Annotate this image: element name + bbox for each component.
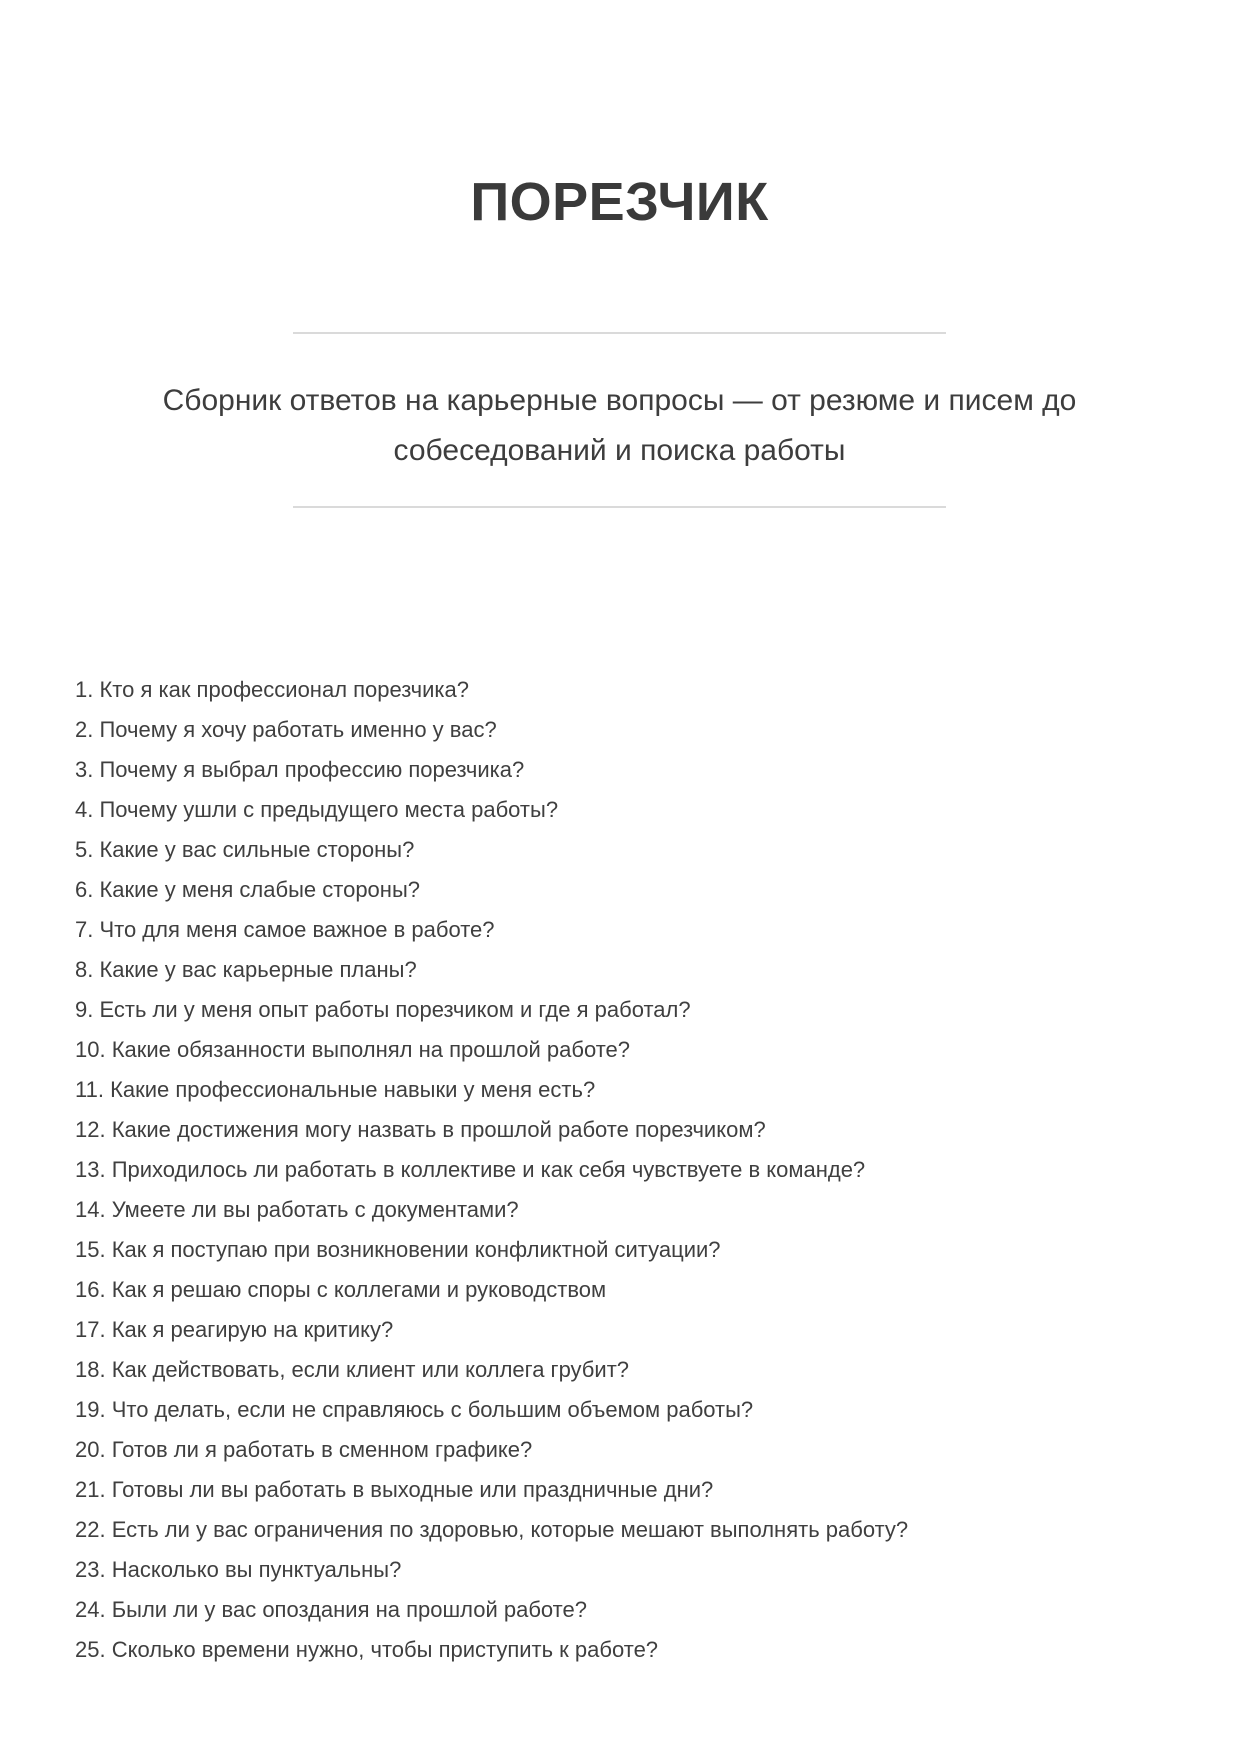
list-item: 9. Есть ли у меня опыт работы порезчиком и где я работал? [75,997,691,1022]
list-item: 4. Почему ушли с предыдущего места работы? [75,797,559,822]
list-item: 22. Есть ли у вас ограничения по здоровью, которые мешают выполнять работу? [75,1517,909,1542]
list-item: 24. Были ли у вас опоздания на прошлой работе? [75,1597,587,1622]
list-item: 23. Насколько вы пунктуальны? [75,1557,402,1582]
list-item: 11. Какие профессиональные навыки у меня есть? [75,1077,596,1102]
list-item: 13. Приходилось ли работать в коллективе и как себя чувствуете в команде? [75,1157,866,1182]
list-item: 15. Как я поступаю при возникновении конфликтной ситуации? [75,1237,721,1262]
list-item: 5. Какие у вас сильные стороны? [75,837,415,862]
list-item: 6. Какие у меня слабые стороны? [75,877,420,902]
list-item: 18. Как действовать, если клиент или коллега грубит? [75,1357,630,1382]
page-title: ПОРЕЗЧИК [470,172,769,232]
question-list [75,670,1164,1670]
list-item: 19. Что делать, если не справляюсь с большим объемом работы? [75,1397,754,1422]
list-item: 12. Какие достижения могу назвать в прошлой работе порезчиком? [75,1117,766,1142]
list-item: 10. Какие обязанности выполнял на прошлой работе? [75,1037,630,1062]
page-subtitle [75,376,1164,476]
list-item: 1. Кто я как профессионал порезчика? [75,677,469,702]
subtitle-line-1: Сборник ответов на карьерные вопросы — от резюме и писем до [162,384,1077,417]
list-item: 8. Какие у вас карьерные планы? [75,957,417,982]
list-item: 2. Почему я хочу работать именно у вас? [75,717,497,742]
list-item: 20. Готов ли я работать в сменном графике? [75,1437,533,1462]
list-item: 21. Готовы ли вы работать в выходные или праздничные дни? [75,1477,714,1502]
list-item: 17. Как я реагирую на критику? [75,1317,394,1342]
list-item: 14. Умеете ли вы работать с документами? [75,1197,519,1222]
list-item: 7. Что для меня самое важное в работе? [75,917,495,942]
subtitle-line-2: собеседований и поиска работы [393,434,846,467]
list-item: 16. Как я решаю споры с коллегами и руководством [75,1277,607,1302]
list-item: 3. Почему я выбрал профессию порезчика? [75,757,525,782]
divider-top [293,332,946,334]
divider-bottom [293,506,946,508]
list-item: 25. Сколько времени нужно, чтобы приступить к работе? [75,1637,659,1662]
